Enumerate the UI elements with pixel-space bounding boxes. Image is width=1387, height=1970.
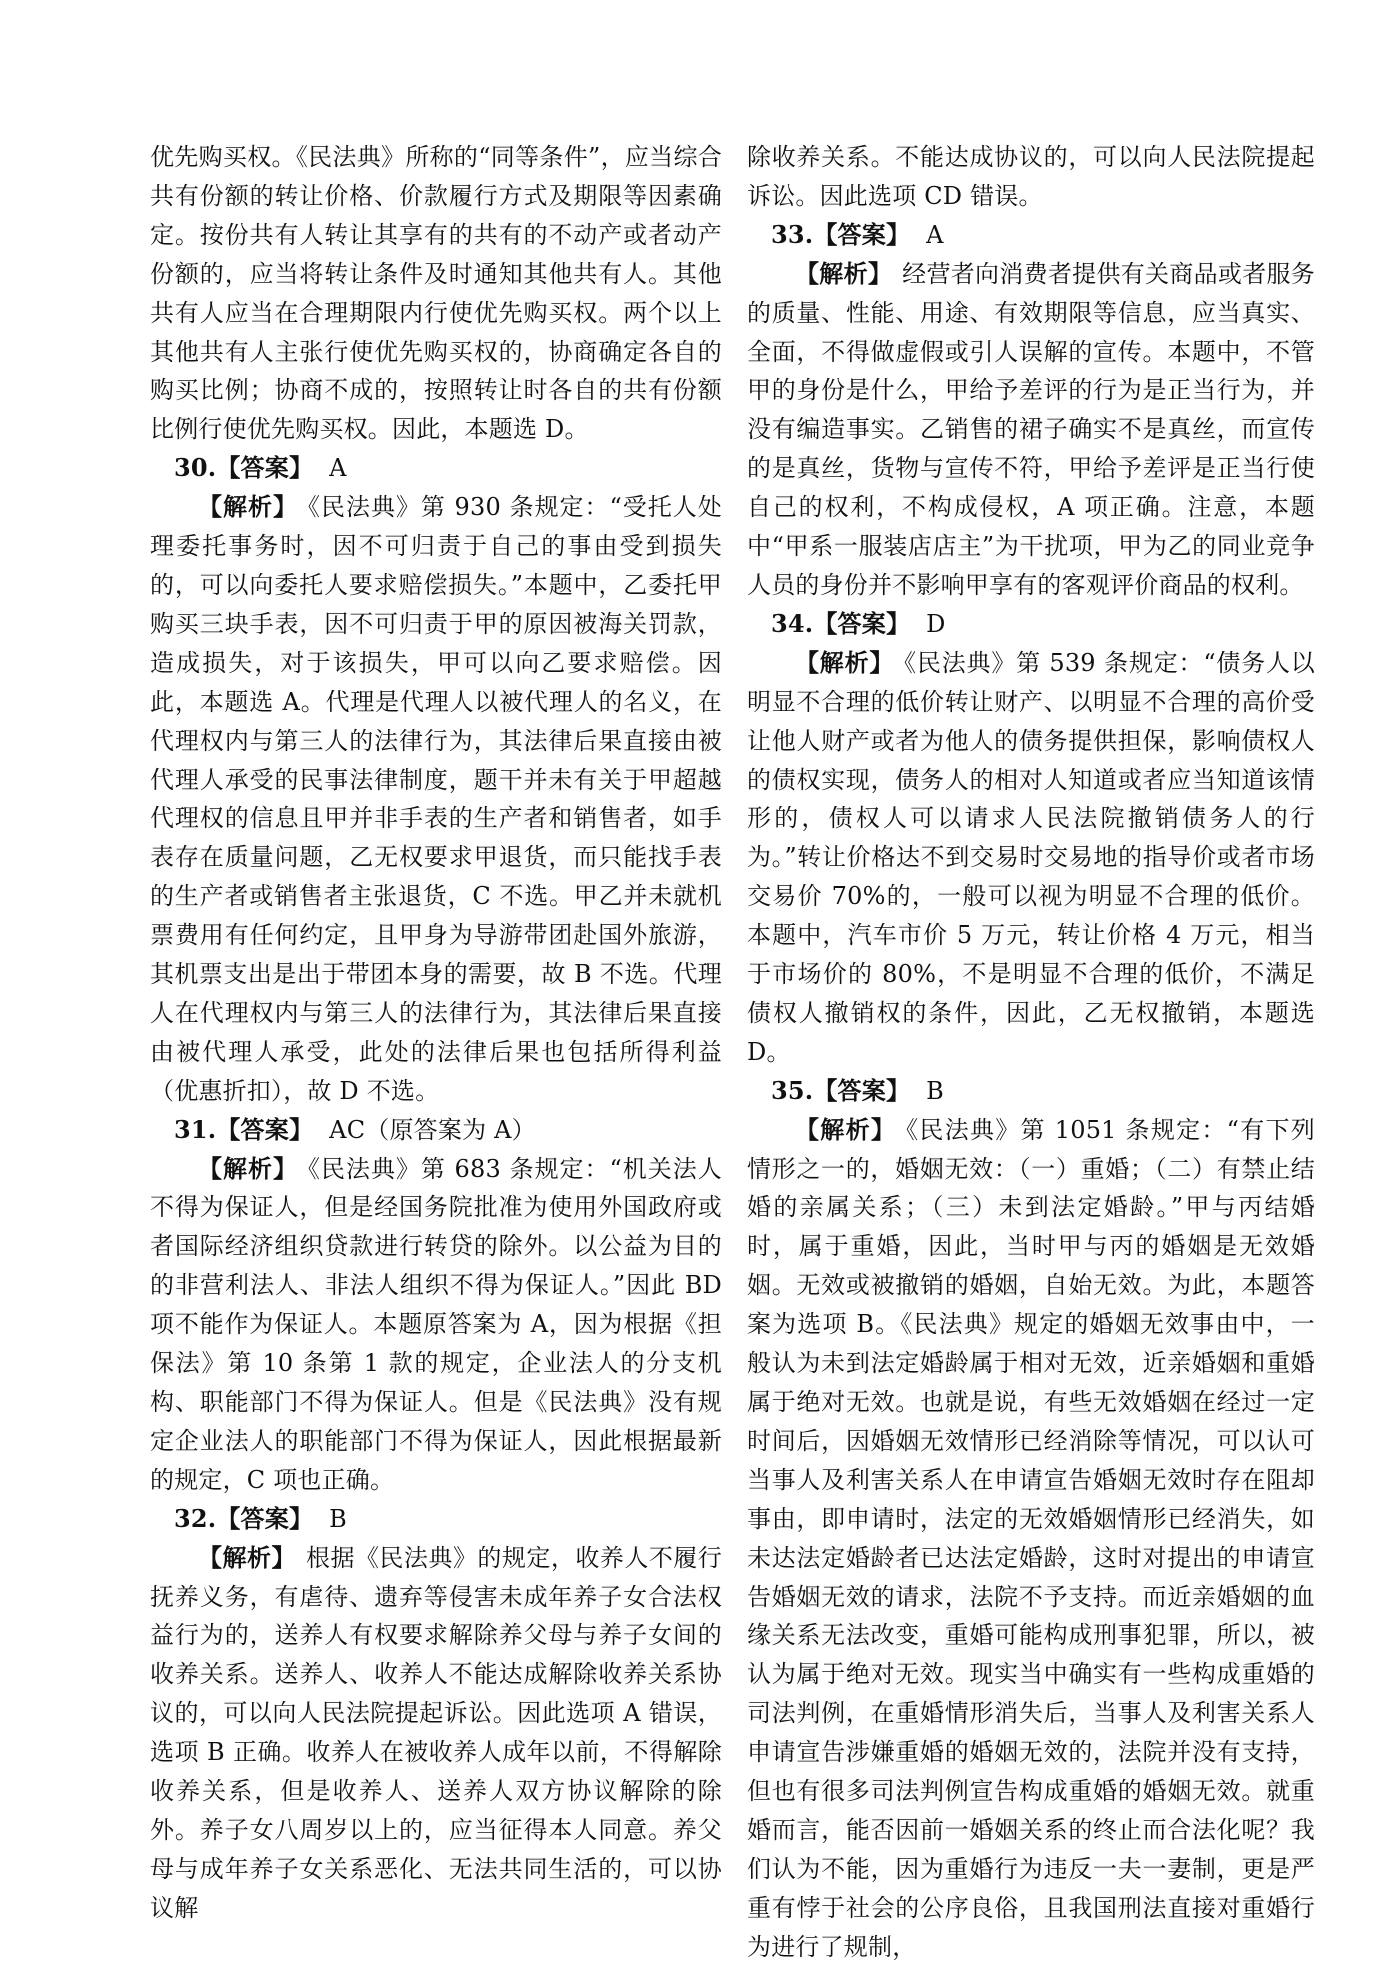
question-number: 31. — [174, 1114, 217, 1144]
answer-34 — [747, 605, 1315, 644]
analysis-tag: 【解析】 — [795, 647, 895, 677]
paragraph-continued: 优先购买权。《民法典》所称的“同等条件”，应当综合共有份额的转让价格、价款履行方式及期限等因素确定。按份共有人转让其享有的共有的不动产或者动产份额的，应当将转让条件及时通知其他共有人。其他共有人应当在合理期限内行使优先购买权。两个以上其他共有人主张行使优先购买权的，协商确定各自的购买比例；协商不成的，按照转让时各自的共有份额比例行使优先购买权。因此，本题选 D。 — [150, 143, 722, 444]
answer-value: D — [926, 609, 946, 638]
analysis-30 — [150, 488, 722, 1111]
analysis-33 — [747, 255, 1315, 605]
analysis-35 — [747, 1111, 1315, 1967]
analysis-tag: 【解析】 — [198, 1542, 296, 1572]
analysis-text: 根据《民法典》的规定，收养人不履行抚养义务，有虐待、遗弃等侵害未成年养子女合法权益行为的，送养人有权要求解除养父母与养子女间的收养关系。送养人、收养人不能达成解除收养关系协议的，可以向人民法院提起诉讼。因此选项 A 错误，选项 B 正确。收养人在被收养人成年以前，不得解除收养关系，但是收养人、送养人双方协议解除的除外。养子女八周岁以上的，应当征得本人同意。养父母与成年养子女关系恶化、无法共同生活的，可以协议解 — [150, 1543, 722, 1922]
question-number: 30. — [174, 453, 217, 483]
paragraph-continued: 除收养关系。不能达成协议的，可以向人民法院提起诉讼。因此选项 CD 错误。 — [747, 143, 1315, 210]
answer-32 — [150, 1500, 722, 1539]
answer-33 — [747, 216, 1315, 255]
question-number: 32. — [174, 1503, 217, 1533]
analysis-32 — [150, 1539, 722, 1928]
analysis-text: 《民法典》第 683 条规定：“机关法人不得为保证人，但是经国务院批准为使用外国政府或者国际经济组织贷款进行转贷的除外。以公益为目的的非营利法人、非法人组织不得为保证人。”因此 BD 项不能作为保证人。本题原答案为 A，因为根据《担保法》第 10 条第 1 款的规定，企业法人的分支机构、职能部门不得为保证人。但是《民法典》没有规定企业法人的职能部门不得为保证人，因此根据最新的规定，C 项也正确。 — [150, 1154, 722, 1494]
answer-value: B — [926, 1076, 945, 1105]
answer-tag: 【答案】 — [216, 1503, 314, 1533]
answer-30 — [150, 449, 722, 488]
answer-value: A — [329, 454, 347, 483]
answer-value: A — [926, 220, 944, 249]
analysis-31 — [150, 1150, 722, 1500]
analysis-tag: 【解析】 — [198, 1153, 298, 1183]
right-column — [747, 138, 1315, 1967]
answer-tag: 【答案】 — [216, 1114, 314, 1144]
question-number: 33. — [771, 219, 814, 249]
analysis-text: 《民法典》第 539 条规定：“债务人以明显不合理的低价转让财产、以明显不合理的高价受让他人财产或者为他人的债务提供担保，影响债权人的债权实现，债务人的相对人知道或者应当知道该情形的，债权人可以请求人民法院撤销债务人的行为。”转让价格达不到交易时交易地的指导价或者市场交易价 70%的，一般可以视为明显不合理的低价。本题中，汽车市价 5 万元，转让价格 4 万元，相当于市场价的 80%，不是明显不合理的低价，不满足债权人撤销权的条件，因此，乙无权撤销，本题选 D。 — [747, 648, 1315, 1066]
question-number: 35. — [771, 1075, 814, 1105]
left-column — [150, 138, 722, 1928]
answer-tag: 【答案】 — [813, 219, 911, 249]
analysis-34 — [747, 644, 1315, 1072]
answer-35 — [747, 1072, 1315, 1111]
answer-tag: 【答案】 — [813, 1075, 911, 1105]
analysis-text: 《民法典》第 1051 条规定：“有下列情形之一的，婚姻无效：（一）重婚；（二）有禁止结婚的亲属关系；（三）未到法定婚龄。”甲与丙结婚时，属于重婚，因此，当时甲与丙的婚姻是无效婚姻。无效或被撤销的婚姻，自始无效。为此，本题答案为选项 B。《民法典》规定的婚姻无效事由中，一般认为未到法定婚龄属于相对无效，近亲婚姻和重婚属于绝对无效。也就是说，有些无效婚姻在经过一定时间后，因婚姻无效情形已经消除等情况，可以认可当事人及利害关系人在申请宣告婚姻无效时存在阻却事由，即申请时，法定的无效婚姻情形已经消失，如未达法定婚龄者已达法定婚龄，这时对提出的申请宣告婚姻无效的请求，法院不予支持。而近亲婚姻的血缘关系无法改变，重婚可能构成刑事犯罪，所以，被认为属于绝对无效。现实当中确实有一些构成重婚的司法判例，在重婚情形消失后，当事人及利害关系人申请宣告涉嫌重婚的婚姻无效的，法院并没有支持，但也有很多司法判例宣告构成重婚的婚姻无效。就重婚而言，能否因前一婚姻关系的终止而合法化呢？我们认为不能，因为重婚行为违反一夫一妻制，更是严重有悖于社会的公序良俗，且我国刑法直接对重婚行为进行了规制， — [747, 1115, 1315, 1961]
analysis-tag: 【解析】 — [795, 1114, 897, 1144]
answer-value: AC（原答案为 A） — [329, 1115, 536, 1144]
analysis-text: 经营者向消费者提供有关商品或者服务的质量、性能、用途、有效期限等信息，应当真实、全面，不得做虚假或引人误解的宣传。本题中，不管甲的身份是什么，甲给予差评的行为是正当行为，并没有编造事实。乙销售的裙子确实不是真丝，而宣传的是真丝，货物与宣传不符，甲给予差评是正当行使自己的权利，不构成侵权，A 项正确。注意，本题中“甲系一服装店店主”为干扰项，甲为乙的同业竞争人员的身份并不影响甲享有的客观评价商品的权利。 — [747, 259, 1315, 599]
question-number: 34. — [771, 608, 814, 638]
answer-tag: 【答案】 — [216, 453, 314, 483]
analysis-tag: 【解析】 — [198, 492, 298, 522]
analysis-text: 《民法典》第 930 条规定：“受托人处理委托事务时，因不可归责于自己的事由受到损失的，可以向委托人要求赔偿损失。”本题中，乙委托甲购买三块手表，因不可归责于甲的原因被海关罚款，造成损失，对于该损失，甲可以向乙要求赔偿。因此，本题选 A。代理是代理人以被代理人的名义，在代理权内与第三人的法律行为，其法律后果直接由被代理人承受的民事法律制度，题干并未有关于甲超越代理权的信息且甲并非手表的生产者和销售者，如手表存在质量问题，乙无权要求甲退货，而只能找手表的生产者或销售者主张退货，C 不选。甲乙并未就机票费用有任何约定，且甲身为导游带团赴国外旅游，其机票支出是出于带团本身的需要，故 B 不选。代理人在代理权内与第三人的法律行为，其法律后果直接由被代理人承受，此处的法律后果也包括所得利益（优惠折扣），故 D 不选。 — [150, 493, 722, 1105]
answer-31 — [150, 1111, 722, 1150]
answer-value: B — [329, 1504, 348, 1533]
analysis-tag: 【解析】 — [795, 258, 893, 288]
answer-tag: 【答案】 — [813, 608, 911, 638]
